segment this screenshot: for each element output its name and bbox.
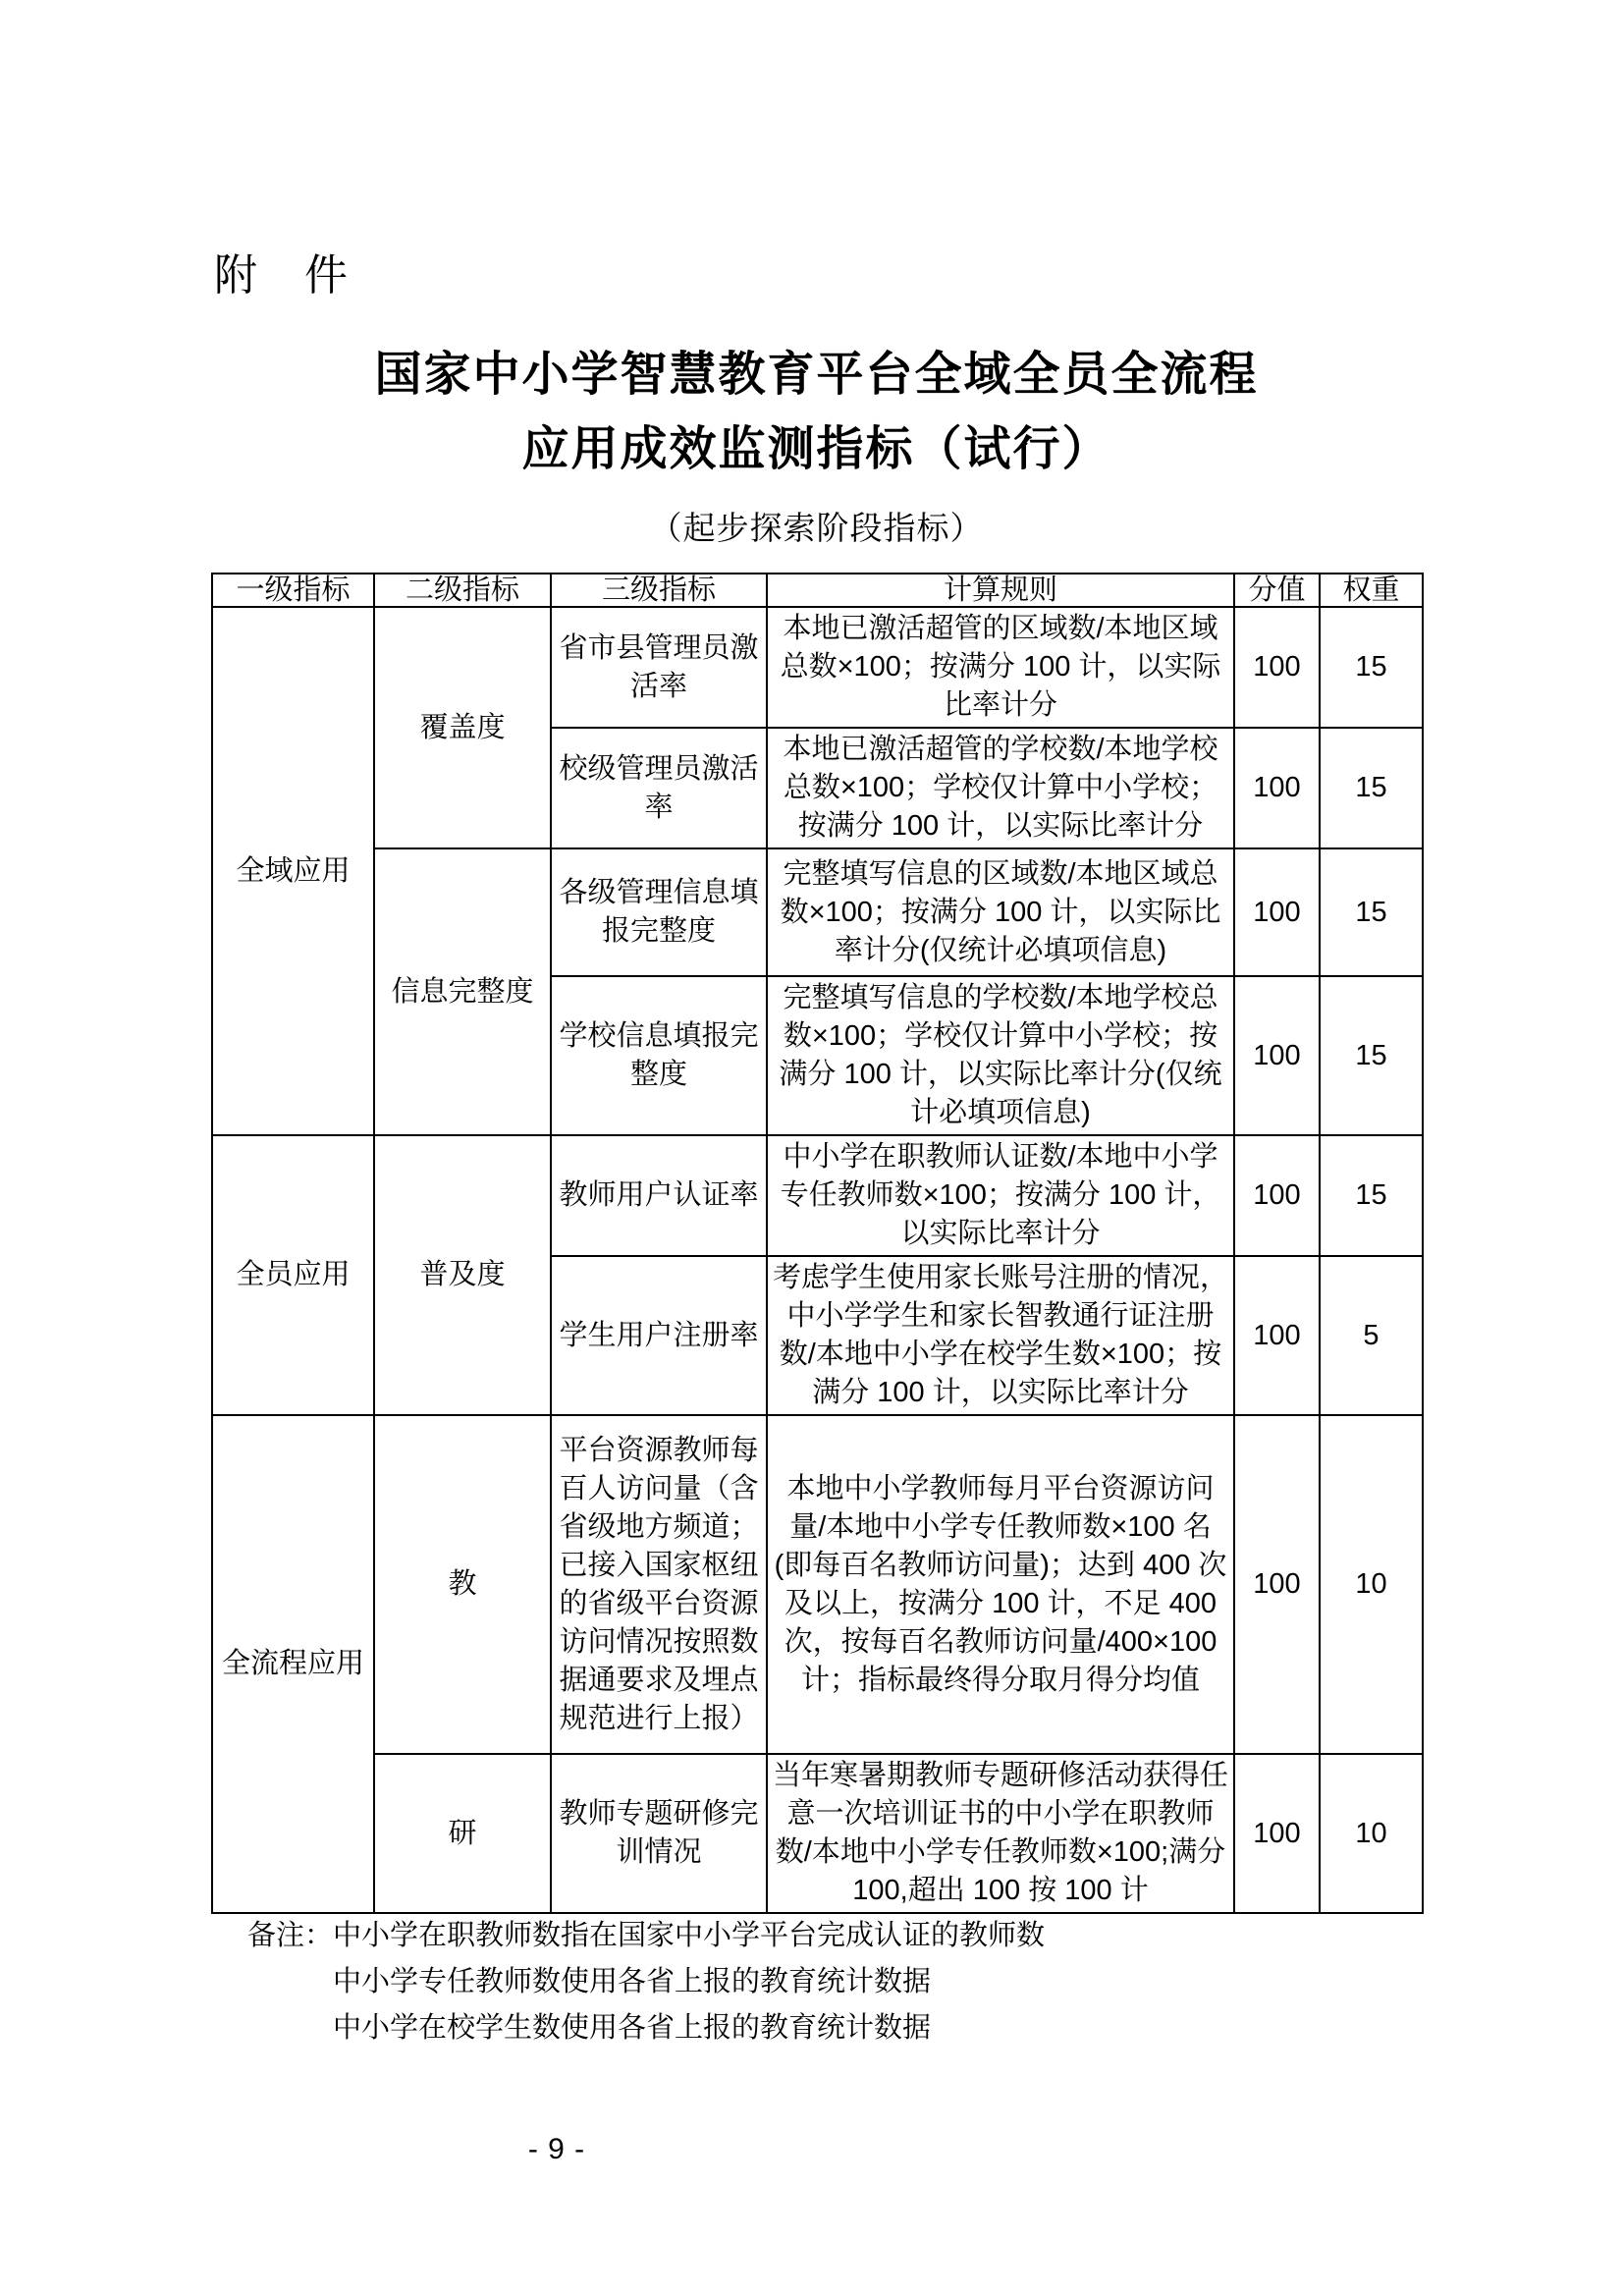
note-line: 中小学在校学生数使用各省上报的教育统计数据 [333, 2012, 932, 2044]
notes-lines [333, 1913, 1045, 2051]
table-header-row [212, 574, 1423, 607]
cell-weight: 15 [1320, 976, 1423, 1135]
table-row [212, 607, 1423, 728]
cell-score: 100 [1234, 848, 1320, 976]
cell-level2-xinxiwanzhengdu: 信息完整度 [374, 848, 551, 1135]
cell-rule: 考虑学生使用家长账号注册的情况，中小学学生和家长智教通行证注册数/本地中小学在校学生数×100；按满分 100 计，以实际比率计分 [767, 1256, 1234, 1415]
indicators-table [211, 573, 1424, 1914]
cell-score: 100 [1234, 1135, 1320, 1256]
cell-indicator: 平台资源教师每百人访问量（含省级地方频道；已接入国家枢纽的省级平台资源访问情况按照数据通要求及埋点规范进行上报） [551, 1415, 767, 1754]
cell-indicator: 校级管理员激活率 [551, 728, 767, 848]
cell-rule: 本地中小学教师每月平台资源访问量/本地中小学专任教师数×100 名(即每百名教师访问量)；达到 400 次及以上，按满分 100 计，不足 400 次，按每百名教师访问量/400×100 计；指标最终得分取月得分均值 [767, 1415, 1234, 1754]
cell-indicator: 省市县管理员激活率 [551, 607, 767, 728]
table-row [212, 1415, 1423, 1754]
table-row [212, 1754, 1423, 1913]
cell-score: 100 [1234, 976, 1320, 1135]
doc-title-line1: 国家中小学智慧教育平台全域全员全流程 [374, 349, 1259, 401]
cell-score: 100 [1234, 728, 1320, 848]
note-line: 中小学在职教师数指在国家中小学平台完成认证的教师数 [333, 1920, 1046, 1951]
cell-score: 100 [1234, 1256, 1320, 1415]
cell-level2-pujidu: 普及度 [374, 1135, 551, 1415]
cell-rule: 中小学在职教师认证数/本地中小学专任教师数×100；按满分 100 计，以实际比率计分 [767, 1135, 1234, 1256]
cell-rule: 完整填写信息的区域数/本地区域总数×100；按满分 100 计，以实际比率计分(仅统计必填项信息) [767, 848, 1234, 976]
cell-level2-fugaidu: 覆盖度 [374, 607, 551, 848]
header-level1-indicator: 一级指标 [212, 574, 374, 607]
cell-rule: 本地已激活超管的区域数/本地区域总数×100；按满分 100 计，以实际比率计分 [767, 607, 1234, 728]
cell-level2-jiao: 教 [374, 1415, 551, 1754]
cell-weight: 5 [1320, 1256, 1423, 1415]
cell-rule: 当年寒暑期教师专题研修活动获得任意一次培训证书的中小学在职教师数/本地中小学专任教师数×100;满分 100,超出 100 按 100 计 [767, 1754, 1234, 1913]
cell-weight: 15 [1320, 1135, 1423, 1256]
cell-weight: 15 [1320, 728, 1423, 848]
cell-score: 100 [1234, 1754, 1320, 1913]
cell-indicator: 教师专题研修完训情况 [551, 1754, 767, 1913]
cell-level1-quanyu: 全域应用 [212, 607, 374, 1135]
cell-weight: 10 [1320, 1415, 1423, 1754]
header-calculation-rule: 计算规则 [767, 574, 1234, 607]
cell-level1-quanliucheng: 全流程应用 [212, 1415, 374, 1913]
cell-indicator: 教师用户认证率 [551, 1135, 767, 1256]
cell-score: 100 [1234, 1415, 1320, 1754]
header-weight: 权重 [1320, 574, 1423, 607]
doc-title-line2: 应用成效监测指标（试行） [521, 423, 1111, 475]
cell-weight: 15 [1320, 848, 1423, 976]
cell-indicator: 学生用户注册率 [551, 1256, 767, 1415]
note-line: 中小学专任教师数使用各省上报的教育统计数据 [333, 1966, 932, 1997]
cell-level2-yan: 研 [374, 1754, 551, 1913]
header-level2-indicator: 二级指标 [374, 574, 551, 607]
cell-rule: 完整填写信息的学校数/本地学校总数×100；学校仅计算中小学校；按满分 100 计，以实际比率计分(仅统计必填项信息) [767, 976, 1234, 1135]
cell-indicator: 学校信息填报完整度 [551, 976, 767, 1135]
cell-score: 100 [1234, 607, 1320, 728]
cell-indicator: 各级管理信息填报完整度 [551, 848, 767, 976]
cell-weight: 10 [1320, 1754, 1423, 1913]
page-number: - 9 - [527, 2133, 586, 2165]
notes-block [247, 1913, 1045, 2051]
attachment-label: 附 件 [214, 251, 350, 300]
header-score: 分值 [1234, 574, 1320, 607]
cell-weight: 15 [1320, 607, 1423, 728]
indicators-table-wrapper [211, 573, 1424, 1914]
cell-level1-quanyuan: 全员应用 [212, 1135, 374, 1415]
notes-label: 备注： [247, 1920, 334, 1951]
header-level3-indicator: 三级指标 [551, 574, 767, 607]
doc-subtitle: （起步探索阶段指标） [649, 510, 984, 546]
table-row [212, 848, 1423, 976]
cell-rule: 本地已激活超管的学校数/本地学校总数×100；学校仅计算中小学校；按满分 100 计，以实际比率计分 [767, 728, 1234, 848]
table-row [212, 1135, 1423, 1256]
